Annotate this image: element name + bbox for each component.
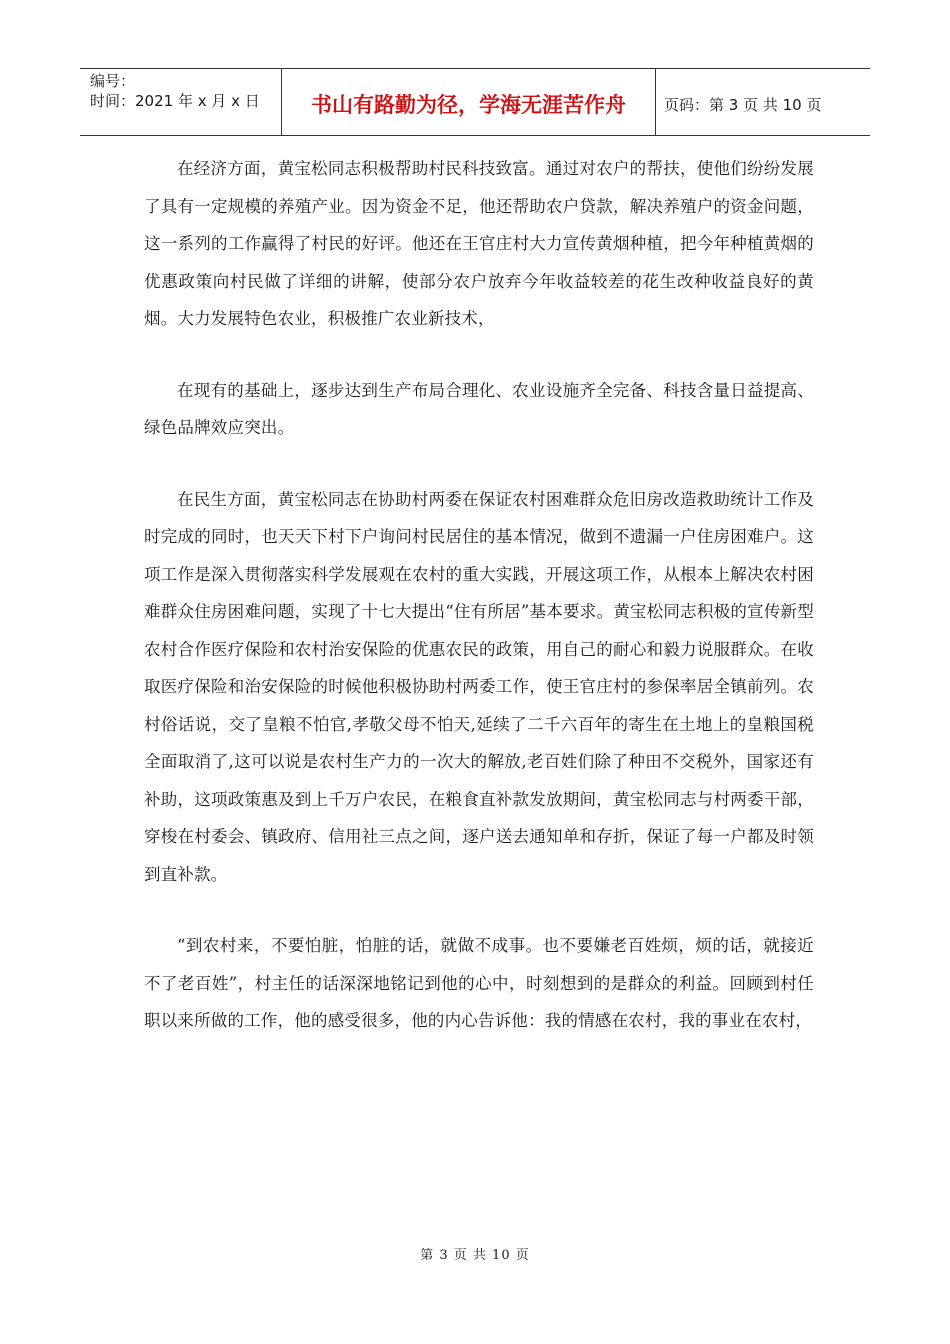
date-label: 时间：2021 年 x 月 x 日 [90,92,260,110]
motto-text: 书山有路勤为径，学海无涯苦作舟 [311,93,626,117]
paragraph-agriculture-goals: 在现有的基础上，逐步达到生产布局合理化、农业设施齐全完备、科技含量日益提高、绿色品牌效应突出。 [144,380,814,437]
paragraph-reflection: “到农村来，不要怕脏，怕脏的话，就做不成事。也不要嫌老百姓烦，烦的话，就接近不了老百姓”，村主任的话深深地铭记到他的心中，时刻想到的是群众的利益。回顾到村任职以来所做的工作，他的感受很多，他的内心告诉他：我的情感在农村，我的事业在农村， [144,936,814,1030]
header-meta [80,69,282,135]
header-page-cell [656,69,870,135]
page-footer: 第 3 页 共 10 页 [420,1248,530,1263]
number-label: 编号： [90,72,136,90]
document-body [144,150,814,1074]
document-header [80,68,870,136]
page-info: 页码：第 3 页 共 10 页 [664,95,822,114]
header-motto-cell [282,69,656,135]
paragraph-livelihood: 在民生方面，黄宝松同志在协助村两委在保证农村困难群众危旧房改造救助统计工作及时完成的同时，也天天下村下户询问村民居住的基本情况，做到不遗漏一户住房困难户。这项工作是深入贯彻落实科学发展观在农村的重大实践，开展这项工作，从根本上解决农村困难群众住房困难问题，实现了十七大提出“住有所居”基本要求。黄宝松同志积极的宣传新型农村合作医疗保险和农村治安保险的优惠农民的政策，用自己的耐心和毅力说服群众。在收取医疗保险和治安保险的时候他积极协助村两委工作，使王官庄村的参保率居全镇前列。农村俗话说，交了皇粮不怕官,孝敬父母不怕天,延续了二千六百年的寄生在土地上的皇粮国税全面取消了,这可以说是农村生产力的一次大的解放,老百姓们除了种田不交税外，国家还有补助，这项政策惠及到上千万户农民，在粮食直补款发放期间，黄宝松同志与村两委干部，穿梭在村委会、镇政府、信用社三点之间，逐户送去通知单和存折，保证了每一户都及时领到直补款。 [144,489,814,884]
paragraph-economy: 在经济方面，黄宝松同志积极帮助村民科技致富。通过对农户的帮扶，使他们纷纷发展了具有一定规模的养殖产业。因为资金不足，他还帮助农户贷款，解决养殖户的资金问题，这一系列的工作赢得了村民的好评。他还在王官庄村大力宣传黄烟种植，把今年种植黄烟的优惠政策向村民做了详细的讲解，使部分农户放弃今年收益较差的花生改种收益良好的黄烟。大力发展特色农业，积极推广农业新技术， [144,159,814,328]
